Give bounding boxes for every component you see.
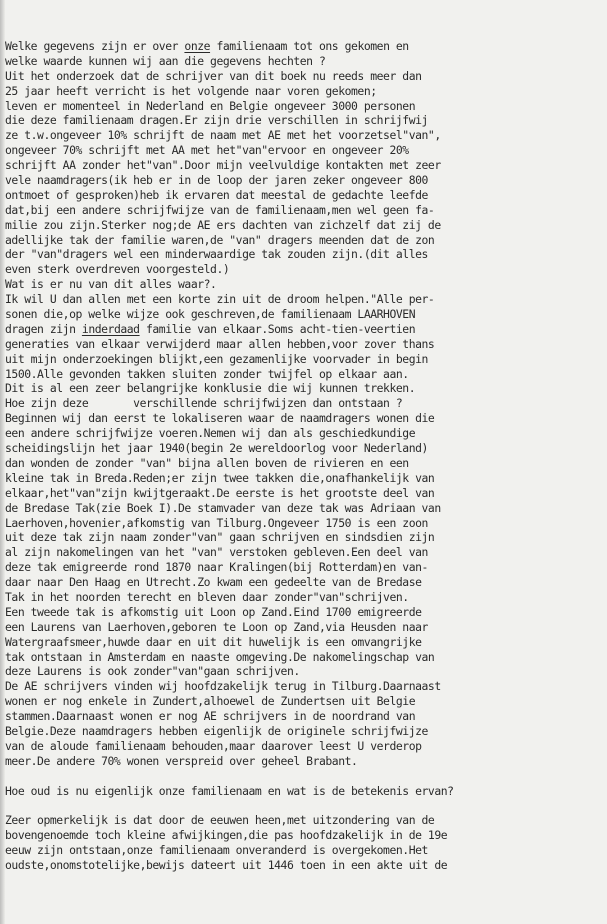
text-line (5, 113, 603, 128)
text-line (5, 694, 603, 709)
text-line (5, 173, 603, 188)
text-line (5, 530, 603, 545)
text-segment: 25 jaar heeft verricht is het volgende naar voren gekomen; (5, 83, 377, 98)
text-segment: die deze familienaam dragen.Er zijn drie verschillen in schrijfwij (5, 113, 428, 128)
text-segment: schrijft AA zonder het"van".Door mijn veelvuldige kontakten met zeer (5, 158, 441, 173)
text-line (5, 739, 603, 754)
text-line (5, 456, 603, 471)
text-line (5, 411, 603, 426)
text-line (5, 396, 603, 411)
text-line (5, 54, 603, 69)
text-segment: deze Laurens is ook zonder"van"gaan schrijven. (5, 664, 300, 679)
text-segment: ongeveer 70% schrijft met AA met het"van"ervoor en ongeveer 20% (5, 143, 409, 158)
text-line (5, 218, 603, 233)
text-line (5, 337, 603, 352)
text-line (5, 560, 603, 575)
text-segment: van de aloude familienaam behouden,maar daarover leest U verderop (5, 738, 422, 753)
text-segment: oudste,onomstotelijke,bewijs dateert uit 1446 toen in een akte uit de (5, 857, 448, 872)
text-segment: elkaar,het"van"zijn kwijtgeraakt.De eerste is het grootste deel van (5, 485, 435, 500)
text-line (5, 620, 603, 635)
typewritten-text-body (5, 39, 603, 873)
text-line (5, 188, 603, 203)
text-segment: dat,bij een andere schrijfwijze van de familienaam,men wel geen fa- (5, 202, 435, 217)
text-line (5, 605, 603, 620)
text-segment: dragen zijn (5, 321, 82, 336)
text-line (5, 784, 603, 799)
text-line (5, 99, 603, 114)
text-segment: Ik wil U dan allen met een korte zin uit de droom helpen."Alle per- (5, 292, 435, 307)
text-segment: ontmoet of gesproken)heb ik ervaren dat meestal de gedachte leefde (5, 187, 428, 202)
text-line (5, 426, 603, 441)
text-line (5, 843, 603, 858)
text-segment: Wat is er nu van dit alles waar?. (5, 277, 217, 292)
text-segment: der "van"dragers wel een minderwaardige tak zouden zijn.(dit alles (5, 247, 428, 262)
text-segment: Welke gegevens zijn er over (5, 39, 185, 53)
text-segment: scheidingslijn het jaar 1940(begin 2e wereldoorlog voor Nederland) (5, 441, 428, 456)
underlined-word: onze (184, 39, 211, 53)
text-line (5, 262, 603, 277)
text-line (5, 650, 603, 665)
underlined-word: inderdaad (81, 321, 140, 336)
text-line (5, 471, 603, 486)
text-segment: milie zou zijn.Sterker nog;de AE ers dachten van zichzelf dat zij de (5, 217, 441, 232)
text-line (5, 203, 603, 218)
text-line (5, 441, 603, 456)
text-line (5, 247, 603, 262)
text-line (5, 307, 603, 322)
text-segment: Dit is al een zeer belangrijke konklusie die wij kunnen trekken. (5, 381, 416, 396)
blank-line (5, 798, 603, 813)
text-segment: Zeer opmerkelijk is dat door de eeuwen heen,met uitzondering van de (5, 813, 435, 828)
text-line (5, 590, 603, 605)
text-segment: een andere schrijfwijze voeren.Nemen wij dan als geschiedkundige (5, 426, 416, 441)
text-segment: adellijke tak der familie waren,de "van" dragers meenden dat de zon (5, 232, 435, 247)
text-line (5, 754, 603, 769)
text-line (5, 352, 603, 367)
text-line (5, 277, 603, 292)
text-line (5, 516, 603, 531)
text-line (5, 724, 603, 739)
text-segment: Tak in het noorden terecht en bleven daar zonder"van"schrijven. (5, 589, 409, 604)
text-segment: kleine tak in Breda.Reden;er zijn twee takken die,onafhankelijk van (5, 470, 435, 485)
text-line (5, 381, 603, 396)
text-segment: daar naar Den Haag en Utrecht.Zo kwam een gedeelte van de Bredase (5, 575, 422, 590)
text-line (5, 158, 603, 173)
text-segment: de Bredase Tak(zie Boek I).De stamvader van deze tak was Adriaan van (5, 500, 441, 515)
text-line (5, 501, 603, 516)
text-line (5, 858, 603, 873)
text-line (5, 545, 603, 560)
text-segment: familie van elkaar.Soms acht-tien-veertien (139, 321, 416, 336)
text-segment: dan wonden de zonder "van" bijna allen boven de rivieren en een (5, 455, 409, 470)
text-line (5, 679, 603, 694)
text-segment: uit deze tak zijn naam zonder"van" gaan schrijven en sindsdien zijn (5, 530, 435, 545)
text-segment: familienaam tot ons gekomen en (210, 39, 409, 53)
text-line (5, 233, 603, 248)
text-line (5, 486, 603, 501)
text-segment: bovengenoemde toch kleine afwijkingen,die pas hoofdzakelijk in de 19e (5, 828, 448, 843)
text-line (5, 128, 603, 143)
text-line (5, 635, 603, 650)
text-line (5, 709, 603, 724)
text-line (5, 143, 603, 158)
text-segment: tak ontstaan in Amsterdam en naaste omgeving.De nakomelingschap van (5, 649, 435, 664)
text-segment: leven er momenteel in Nederland en Belgie ongeveer 3000 personen (5, 98, 416, 113)
text-line (5, 292, 603, 307)
text-segment: deze tak emigreerde rond 1870 naar Kralingen(bij Rotterdam)en van- (5, 560, 428, 575)
text-segment: Watergraafsmeer,huwde daar en uit dit huwelijk is een omvangrijke (5, 634, 422, 649)
text-segment: meer.De andere 70% wonen verspreid over geheel Brabant. (5, 753, 358, 768)
text-segment: Hoe zijn deze verschillende schrijfwijzen dan ontstaan ? (5, 396, 403, 411)
text-segment: ze t.w.ongeveer 10% schrijft de naam met AE met het voorzetsel"van", (5, 128, 441, 143)
text-line (5, 39, 603, 54)
text-segment: een Laurens van Laerhoven,geboren te Loon op Zand,via Heusden naar (5, 619, 428, 634)
text-segment: Hoe oud is nu eigenlijk onze familienaam en wat is de betekenis ervan? (5, 783, 454, 798)
text-segment: generaties van elkaar verwijderd maar allen hebben,voor zover thans (5, 336, 435, 351)
text-segment: uit mijn onderzoekingen blijkt,een gezamenlijke voorvader in begin (5, 351, 428, 366)
text-segment: Laerhoven,hovenier,afkomstig van Tilburg.Ongeveer 1750 is een zoon (5, 515, 428, 530)
text-line (5, 84, 603, 99)
text-segment: Uit het onderzoek dat de schrijver van dit boek nu reeds meer dan (5, 68, 422, 83)
text-segment: wonen er nog enkele in Zundert,alhoewel de Zundertsen uit Belgie (5, 694, 416, 709)
text-segment: al zijn nakomelingen van het "van" verstoken gebleven.Een deel van (5, 545, 428, 560)
text-segment: sonen die,op welke wijze ook geschreven,de familienaam LAARHOVEN (5, 307, 416, 322)
text-line (5, 575, 603, 590)
text-segment: vele naamdragers(ik heb er in de loop der jaren zeker ongeveer 800 (5, 173, 428, 188)
text-segment: welke waarde kunnen wij aan die gegevens hechten ? (5, 53, 326, 68)
text-line (5, 69, 603, 84)
text-segment: Belgie.Deze naamdragers hebben eigenlijk de originele schrijfwijze (5, 723, 428, 738)
text-line (5, 664, 603, 679)
text-segment: eeuw zijn ontstaan,onze familienaam onveranderd is overgekomen.Het (5, 843, 428, 858)
text-segment: 1500.Alle gevonden takken sluiten zonder twijfel op elkaar aan. (5, 366, 409, 381)
text-segment: even sterk overdreven voorgesteld.) (5, 262, 230, 277)
text-line (5, 367, 603, 382)
text-segment: stammen.Daarnaast wonen er nog AE schrijvers in de noordrand van (5, 709, 416, 724)
text-segment: De AE schrijvers vinden wij hoofdzakelijk terug in Tilburg.Daarnaast (5, 679, 441, 694)
text-line (5, 322, 603, 337)
blank-line (5, 769, 603, 784)
text-line (5, 813, 603, 828)
text-segment: Beginnen wij dan eerst te lokaliseren waar de naamdragers wonen die (5, 411, 435, 426)
text-line (5, 828, 603, 843)
text-segment: Een tweede tak is afkomstig uit Loon op Zand.Eind 1700 emigreerde (5, 604, 422, 619)
